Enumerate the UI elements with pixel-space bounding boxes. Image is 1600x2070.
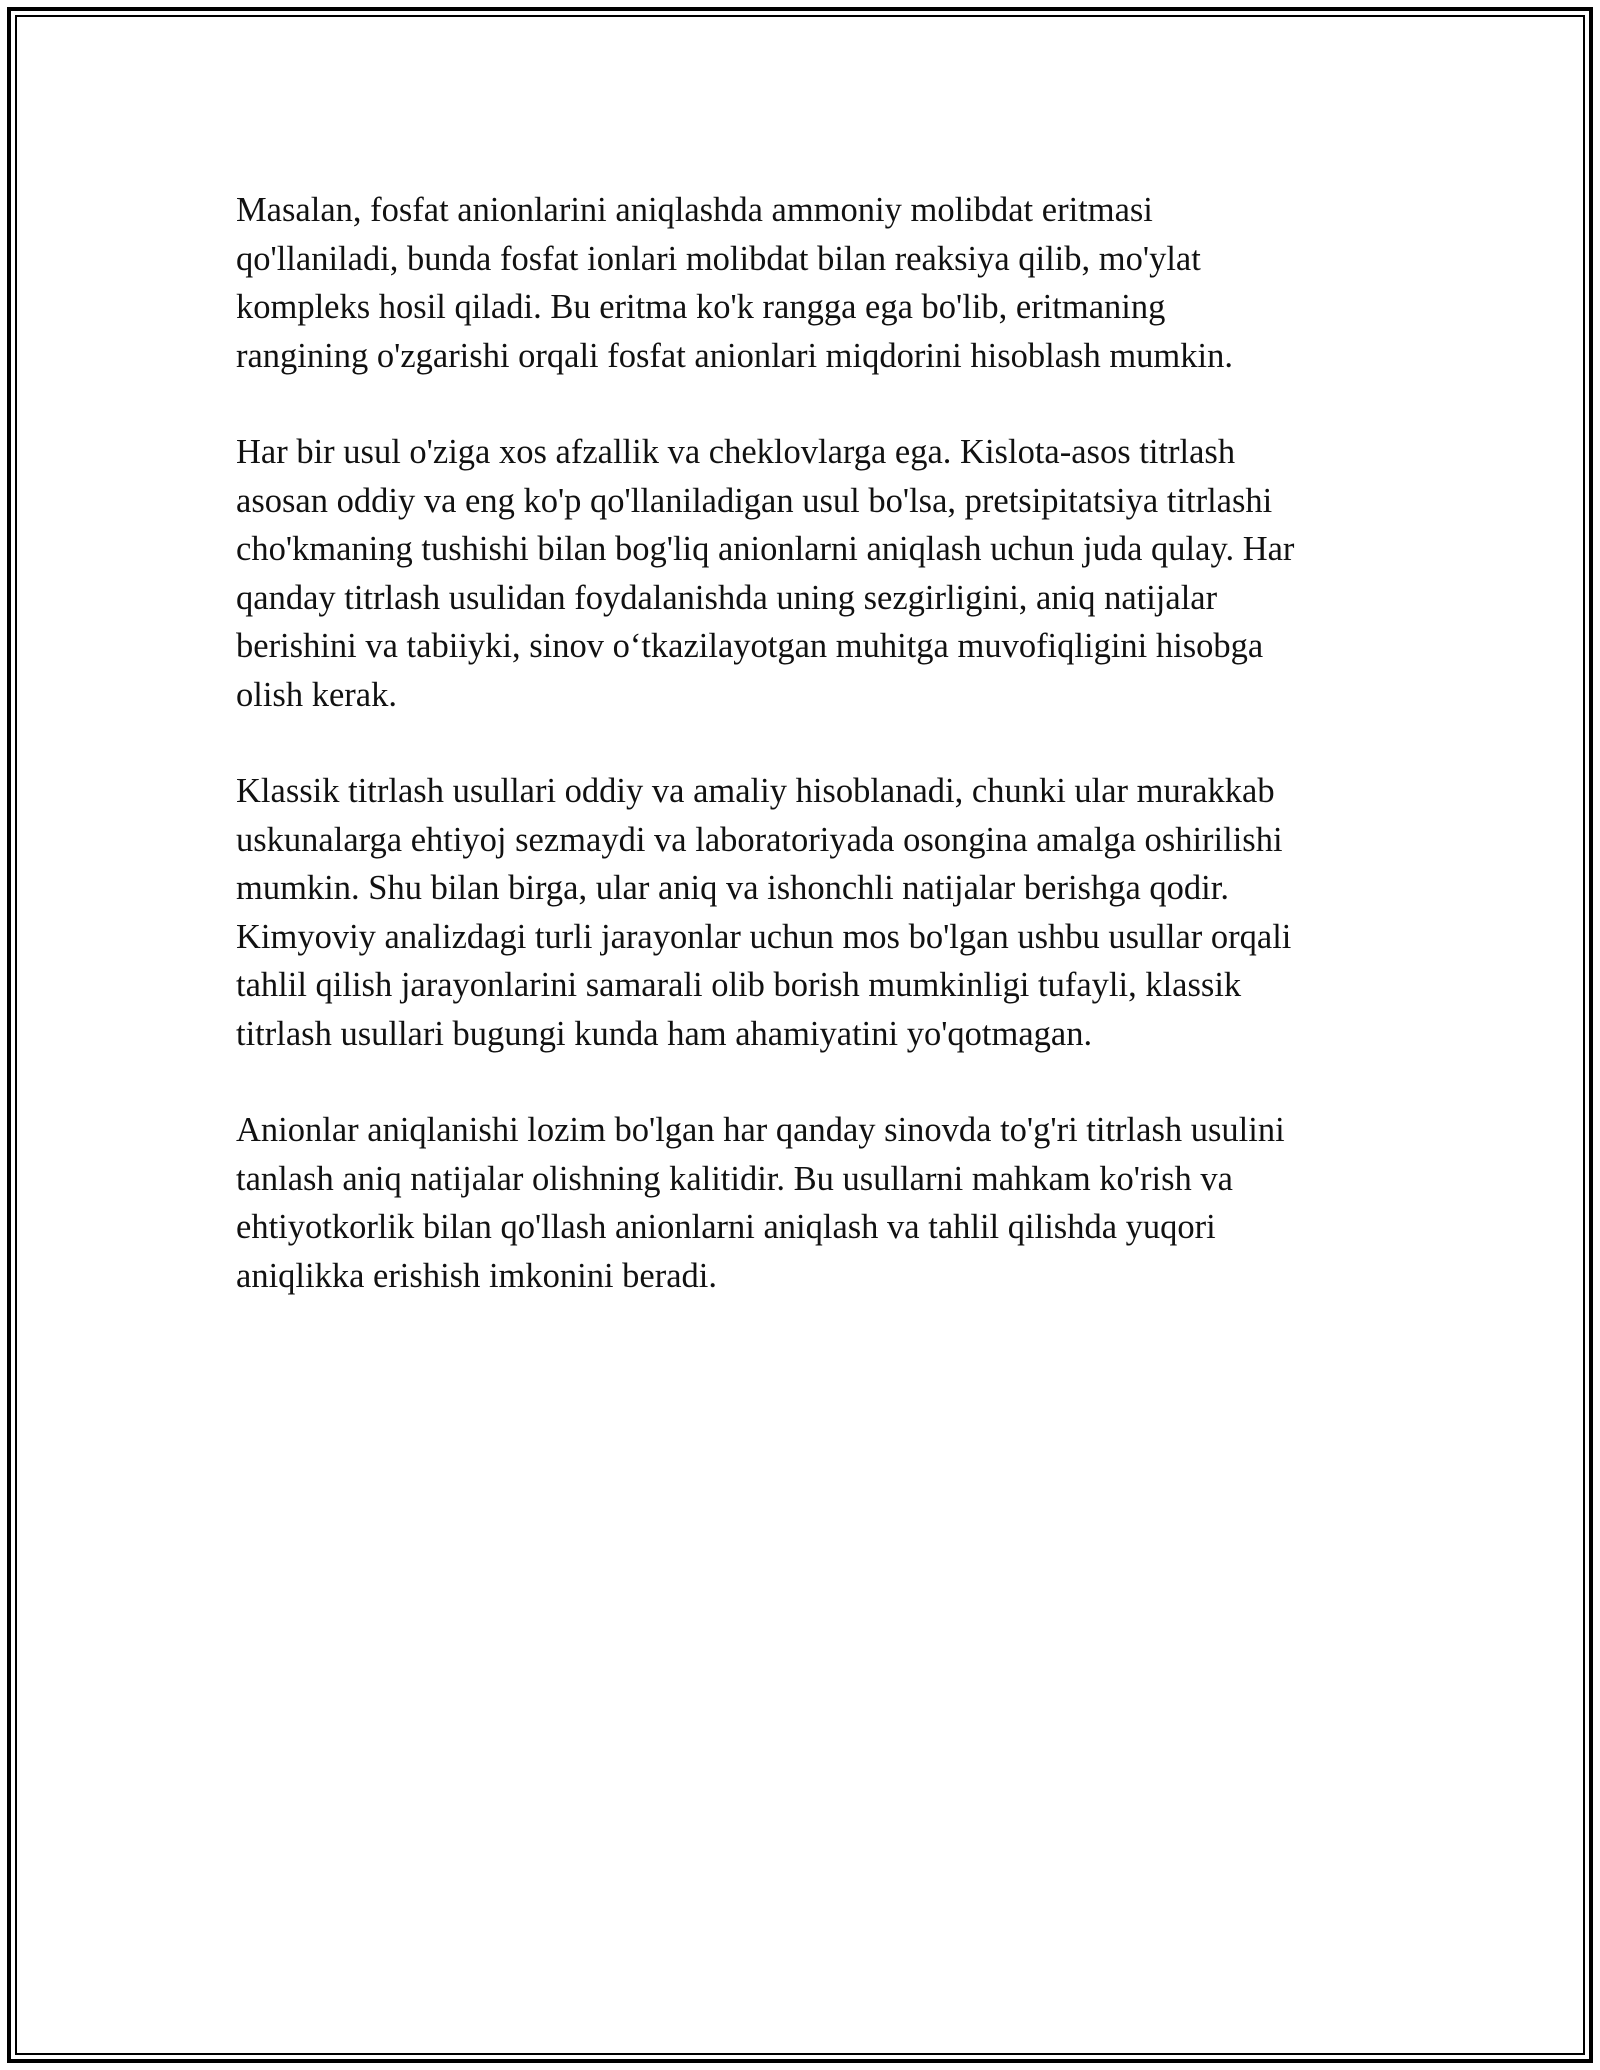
paragraph-line: rangining o'zgarishi orqali fosfat anionlari miqdorini hisoblash mumkin.	[236, 336, 1233, 375]
paragraph-line: cho'kmaning tushishi bilan bog'liq anionlarni aniqlash uchun juda qulay. Har	[236, 530, 1295, 568]
paragraph-line: qanday titrlash usulidan foydalanishda uning sezgirligini, aniq natijalar	[236, 578, 1218, 617]
paragraph-1	[236, 186, 1371, 380]
paragraph-3	[236, 767, 1371, 1058]
paragraph-line: Anionlar aniqlanishi lozim bo'lgan har qanday sinovda to'g'ri titrlash usulini	[236, 1111, 1285, 1149]
paragraph-line: asosan oddiy va eng ko'p qo'llaniladigan usul bo'lsa, pretsipitatsiya titrlashi	[236, 481, 1273, 520]
paragraph-line: berishini va tabiiyki, sinov o‘tkazilayotgan muhitga muvofiqligini hisobga	[236, 627, 1264, 665]
paragraph-line: olish kerak.	[236, 675, 397, 714]
paragraph-line: titrlash usullari bugungi kunda ham ahamiyatini yo'qotmagan.	[236, 1014, 1093, 1053]
paragraph-line: Masalan, fosfat anionlarini aniqlashda ammoniy molibdat eritmasi	[236, 191, 1153, 229]
paragraph-4	[236, 1106, 1371, 1300]
paragraph-line: uskunalarga ehtiyoj sezmaydi va laboratoriyada osongina amalga oshirilishi	[236, 820, 1283, 859]
paragraph-line: Har bir usul o'ziga xos afzallik va cheklovlarga ega. Kislota-asos titrlash	[236, 433, 1236, 471]
paragraph-line: Kimyoviy analizdagi turli jarayonlar uchun mos bo'lgan ushbu usullar orqali	[236, 917, 1292, 956]
paragraph-line: mumkin. Shu bilan birga, ular aniq va ishonchli natijalar berishga qodir.	[236, 869, 1229, 907]
paragraph-line: tahlil qilish jarayonlarini samarali olib borish mumkinligi tufayli, klassik	[236, 966, 1242, 1004]
paragraph-line: tanlash aniq natijalar olishning kalitidir. Bu usullarni mahkam ko'rish va	[236, 1159, 1233, 1198]
document-body	[236, 186, 1371, 1348]
paragraph-line: aniqlikka erishish imkonini beradi.	[236, 1256, 717, 1295]
paragraph-line: Klassik titrlash usullari oddiy va amaliy hisoblanadi, chunki ular murakkab	[236, 772, 1275, 810]
paragraph-line: qo'llaniladi, bunda fosfat ionlari molibdat bilan reaksiya qilib, mo'ylat	[236, 239, 1201, 278]
paragraph-line: kompleks hosil qiladi. Bu eritma ko'k rangga ega bo'lib, eritmaning	[236, 288, 1166, 326]
paragraph-2	[236, 428, 1371, 719]
paragraph-line: ehtiyotkorlik bilan qo'llash anionlarni aniqlash va tahlil qilishda yuqori	[236, 1208, 1216, 1246]
